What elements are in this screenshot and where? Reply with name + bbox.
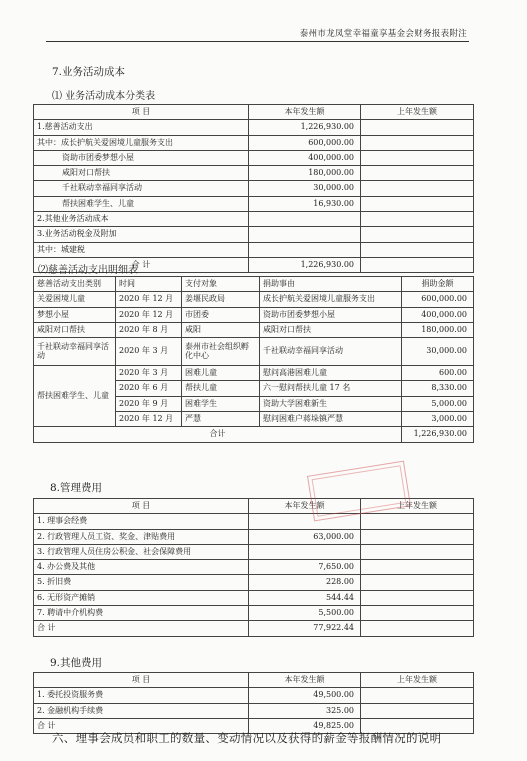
table-row: 5. 折旧费 228.00 [34, 575, 474, 590]
total-row: 合 计 77,922.44 [34, 621, 474, 636]
charity-detail-table [33, 276, 474, 443]
header-rule [46, 41, 469, 42]
table-row: 千社联动幸福同享活动 2020 年 3 月 泰州市社会组织孵化中心 千社联动幸福同享活动 30,000.00 [34, 338, 474, 366]
total-row: 合 计 49,825.00 [34, 718, 474, 733]
col-category: 慈善活动支出类别 [34, 277, 116, 292]
table-header-row: 项 目 本年发生额 上年发生额 [34, 673, 474, 688]
table-2-caption: ⑵慈善活动支出明细表 [38, 265, 138, 276]
page-header: 泰州市龙凤堂幸福童享基金会财务报表附注 [299, 29, 467, 39]
table-row: 2. 金融机构手续费 325.00 [34, 703, 474, 718]
table-row: 2. 行政管理人员工资、奖金、津贴费用 63,000.00 [34, 529, 474, 544]
table-row: 其中：成长护航关爱困境儿童服务支出 600,000.00 [34, 135, 474, 150]
col-amount: 捐助金额 [402, 277, 474, 292]
section-8-title: 8.管理费用 [50, 482, 103, 494]
group-cell: 帮扶困难学生、儿童 [34, 366, 116, 427]
table-row: 7. 聘请中介机构费 5,500.00 [34, 606, 474, 621]
col-time: 时间 [116, 277, 182, 292]
other-expense-table [33, 672, 474, 734]
table-row: 1. 理事会经费 [34, 514, 474, 529]
table-row: 2020 年 9 月 困难学生 资助大学困难新生 5,000.00 [34, 396, 474, 411]
table-row: 1.慈善活动支出 1,226,930.00 [34, 120, 474, 135]
table-row: 2020 年 6 月 帮扶儿童 六一慰问帮扶儿童 17 名 8,330.00 [34, 381, 474, 396]
table-header-row [34, 277, 474, 292]
section-9-title: 9.其他费用 [50, 657, 103, 669]
table-1-caption: ⑴ 业务活动成本分类表 [52, 91, 156, 102]
table-header-row: 项 目 本年发生额 上年发生额 [34, 499, 474, 514]
table-row: 千社联动幸福同享活动 30,000.00 [34, 181, 474, 196]
col-reason: 捐助事由 [260, 277, 402, 292]
table-row: 梦想小屋 2020 年 12 月 市团委 资助市团委梦想小屋 400,000.00 [34, 307, 474, 322]
section-6-heading: 六、理事会成员和职工的数量、变动情况以及获得的薪金等报酬情况的说明 [52, 731, 442, 745]
table-row: 资助市团委梦想小屋 400,000.00 [34, 150, 474, 165]
section-7-title: 7.业务活动成本 [52, 66, 126, 78]
table-row: 1. 委托投资服务费 49,500.00 [34, 688, 474, 703]
table-row: 其中：城建税 [34, 242, 474, 257]
total-row: 合 计 1,226,930.00 [34, 257, 474, 272]
table-row: 3. 行政管理人员住房公积金、社会保障费用 [34, 544, 474, 559]
business-cost-table [33, 104, 474, 273]
col-item: 项 目 [34, 105, 249, 120]
total-row: 合计 1,226,930.00 [34, 427, 474, 442]
admin-expense-table [33, 498, 474, 637]
table-row: 帮扶困难学生、儿童 2020 年 3 月 困难儿童 慰问高港困难儿童 600.00 [34, 366, 474, 381]
table-row: 帮扶困难学生、儿童 16,930.00 [34, 196, 474, 211]
table-row: 6. 无形资产摊销 544.44 [34, 590, 474, 605]
col-payee: 支付对象 [182, 277, 260, 292]
table-row: 咸阳对口帮扶 180,000.00 [34, 166, 474, 181]
table-header-row [34, 105, 474, 120]
table-row: 4. 办公费及其他 7,650.00 [34, 560, 474, 575]
col-current-year: 本年发生额 [249, 105, 361, 120]
table-row: 咸阳对口帮扶 2020 年 8 月 咸阳 咸阳对口帮扶 180,000.00 [34, 322, 474, 337]
col-prior-year: 上年发生额 [361, 105, 474, 120]
table-row: 关爱困境儿童 2020 年 12 月 姜堰民政局 成长护航关爱困境儿童服务支出 600,000.00 [34, 292, 474, 307]
table-row: 3.业务活动税金及附加 [34, 227, 474, 242]
table-row: 2020 年 12 月 严慧 慰问困难户蒋垛镇严慧 3,000.00 [34, 412, 474, 427]
table-row: 2.其他业务活动成本 [34, 212, 474, 227]
